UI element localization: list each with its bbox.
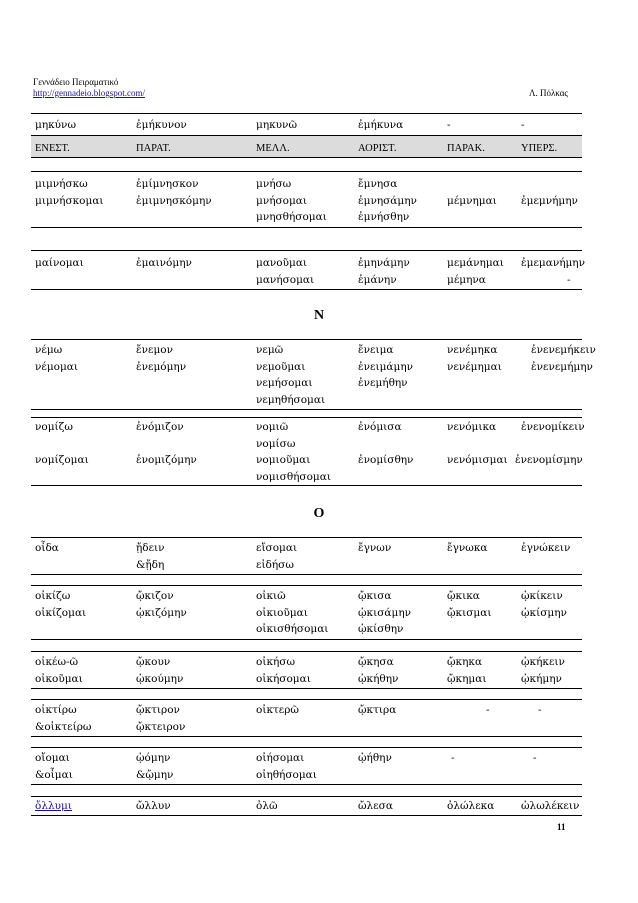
table-row-nomizo — [31, 417, 585, 486]
cell: ἐνομιζόμην — [136, 454, 197, 466]
cell: ἐνειμάμην — [358, 360, 413, 373]
header-imperfect: ΠΑΡΑΤ. — [136, 143, 171, 154]
cell: ἐνομίσθην — [358, 454, 414, 466]
table-row-oikizo — [31, 585, 582, 640]
table-row-mainomai — [31, 250, 585, 290]
cell: ἔγνων — [358, 542, 392, 554]
cell: ἐνόμισα — [358, 421, 402, 433]
cell: νεμήσομαι — [256, 377, 313, 389]
cell: ᾤκτιρα — [358, 704, 397, 716]
cell: ἐμεμνήμην — [521, 194, 578, 207]
cell: &οἰκτείρω — [35, 720, 92, 733]
cell: ἐνεμήθην — [358, 377, 408, 389]
cell: ἐνενομίκειν — [521, 421, 585, 433]
cell: ἐμνήσθην — [358, 211, 410, 223]
cell: οἰκέω-ῶ — [35, 656, 79, 668]
cell: νεμηθήσομαι — [256, 393, 326, 406]
cell: ἐμεμανήμην — [521, 257, 585, 269]
cell: νενόμικα — [447, 421, 497, 433]
cell: ᾤκτειρον — [136, 720, 186, 733]
author-name: Λ. Πόλκας — [528, 88, 568, 98]
cell: ᾠκήθην — [358, 672, 399, 685]
cell: ᾠήθην — [358, 752, 392, 764]
school-name: Γεννάδειο Πειραματικό — [33, 77, 119, 87]
cell: - — [538, 704, 542, 716]
cell: οἰκίζω — [35, 590, 71, 602]
cell: ἐνόμιζον — [136, 421, 184, 433]
cell: ὀλώλεκα — [447, 800, 495, 812]
cell: ἔγνωκα — [447, 542, 488, 554]
table-row-oiktiro — [31, 699, 582, 737]
cell: μεμάνημαι — [447, 257, 504, 269]
cell: νεμοῦμαι — [256, 360, 306, 373]
cell: νομίζομαι — [35, 454, 89, 466]
cell: μιμνήσκομαι — [35, 194, 104, 207]
cell: - — [521, 119, 525, 131]
blog-link[interactable]: http://gennadeio.blogspot.com/ — [33, 88, 145, 98]
cell: νενόμισμαι — [447, 454, 508, 466]
cell: νομίσω — [256, 437, 296, 450]
cell: - — [486, 704, 490, 716]
cell: ᾤκισα — [358, 590, 392, 602]
cell: οἶδα — [35, 542, 59, 554]
table-row-oida — [31, 537, 582, 575]
cell: - — [447, 119, 451, 131]
cell: - — [451, 752, 455, 764]
cell: ἐμιμνησκόμην — [136, 194, 212, 207]
cell: ἐμνησάμην — [358, 194, 417, 207]
cell: οἰκήσω — [256, 656, 296, 668]
cell: ᾤκτιρον — [136, 704, 180, 716]
cell: μνησθήσομαι — [256, 211, 327, 223]
cell: ἐμήκυνον — [136, 119, 187, 131]
cell: ἐνενομίσμην — [515, 454, 583, 466]
cell: εἰδήσω — [256, 558, 294, 571]
cell: νενέμηκα — [447, 344, 498, 356]
section-letter-o: Ο — [313, 506, 325, 521]
cell: ἐμήκυνα — [358, 119, 404, 131]
cell: οἰκήσομαι — [256, 672, 311, 685]
cell: μηκύνω — [35, 119, 77, 131]
cell: ᾤκημαι — [447, 672, 487, 685]
cell: μέμηνα — [447, 273, 486, 286]
cell: οἰκιοῦμαι — [256, 606, 308, 619]
cell: μηκυνῶ — [256, 119, 298, 131]
cell: ὠλωλέκειν — [521, 800, 580, 812]
cell: οἰήσομαι — [256, 752, 305, 764]
cell: ἔνεμον — [136, 344, 173, 356]
cell: νέμω — [35, 344, 63, 356]
cell: &οἶμαι — [35, 768, 73, 781]
cell: ᾠκήμην — [521, 672, 562, 685]
table-row-oiomai — [31, 747, 582, 785]
cell: οἰκοῦμαι — [35, 672, 83, 685]
cell: ἐμίμνησκον — [136, 178, 199, 190]
page-number: 11 — [557, 822, 566, 832]
header-present: ΕΝΕΣΤ. — [35, 143, 70, 154]
cell: οἰκίζομαι — [35, 606, 87, 619]
cell: μανήσομαι — [256, 273, 315, 286]
cell: οἰκτίρω — [35, 704, 77, 716]
cell: ἐμαινόμην — [136, 257, 192, 269]
cell: ἐνεμόμην — [136, 360, 187, 373]
table-row-nemo — [31, 339, 596, 410]
cell: μιμνήσκω — [35, 178, 88, 190]
cell: ᾠκούμην — [136, 672, 184, 685]
cell: - — [567, 273, 571, 286]
cell: ᾠκιζόμην — [136, 606, 187, 619]
cell: - — [533, 752, 537, 764]
cell: ἔμνησα — [358, 178, 398, 190]
cell: νέμομαι — [35, 360, 78, 373]
section-letter-n: Ν — [313, 308, 325, 323]
cell: ἐγνώκειν — [521, 542, 571, 554]
header-pluperfect: ΥΠΕΡΣ. — [521, 143, 558, 154]
cell: ᾠκισάμην — [358, 606, 411, 619]
table-row-oikeo — [31, 651, 582, 689]
table-row-mekyno — [31, 113, 582, 136]
ollymi-link[interactable]: ὄλλυμι — [35, 800, 72, 812]
cell: μνήσω — [256, 178, 292, 190]
cell: νενέμημαι — [447, 360, 502, 373]
table-row-ollymi — [31, 796, 582, 816]
cell: ᾤκουν — [136, 656, 171, 668]
cell: ᾔδειν — [136, 542, 165, 554]
cell: &ᾔδη — [136, 558, 165, 571]
cell: ᾤκικα — [447, 590, 480, 602]
cell: ὀλῶ — [256, 800, 278, 812]
cell: ἐνενεμήμην — [531, 360, 593, 373]
cell: ᾠκήκειν — [521, 656, 565, 668]
cell: ἔνειμα — [358, 344, 394, 356]
cell: ᾤκιζον — [136, 590, 174, 602]
cell: μανοῦμαι — [256, 257, 308, 269]
cell: εἴσομαι — [256, 542, 298, 554]
cell: νομιῶ — [256, 421, 289, 433]
cell: οἰκιῶ — [256, 590, 286, 602]
header-perfect: ΠΑΡΑΚ. — [447, 143, 485, 154]
cell: ᾠκίκειν — [521, 590, 563, 602]
cell: νεμῶ — [256, 344, 284, 356]
cell: ᾤκισμαι — [447, 606, 492, 619]
cell: ἐμάνην — [358, 273, 397, 286]
cell: μαίνομαι — [35, 257, 84, 269]
cell: &ᾤμην — [136, 768, 174, 781]
cell: νομιοῦμαι — [256, 454, 311, 466]
cell: οἰκτερῶ — [256, 704, 299, 716]
cell: ἐνενεμήκειν — [531, 344, 596, 356]
tense-header-row — [31, 136, 582, 158]
cell: μνήσομαι — [256, 194, 308, 207]
cell: ὤλλυν — [136, 800, 171, 812]
cell: μέμνημαι — [447, 194, 497, 207]
cell: νομισθήσομαι — [256, 470, 331, 483]
cell: ᾤκηκα — [447, 656, 483, 668]
header-future: ΜΕΛΛ. — [256, 143, 290, 154]
cell: ᾠκίσθην — [358, 623, 404, 635]
cell: ᾤκησα — [358, 656, 394, 668]
cell: οἰκισθήσομαι — [256, 623, 329, 635]
cell: οἰηθήσομαι — [256, 768, 317, 781]
cell: νομίζω — [35, 421, 73, 433]
cell: ᾠόμην — [136, 752, 171, 764]
cell: οἴομαι — [35, 752, 70, 764]
cell: ὤλεσα — [358, 800, 393, 812]
cell: ᾠκίσμην — [521, 606, 567, 619]
header-aorist: ΑΟΡΙΣΤ. — [358, 143, 397, 154]
table-row-mimnesko — [31, 171, 582, 228]
cell: ἐμηνάμην — [358, 257, 410, 269]
